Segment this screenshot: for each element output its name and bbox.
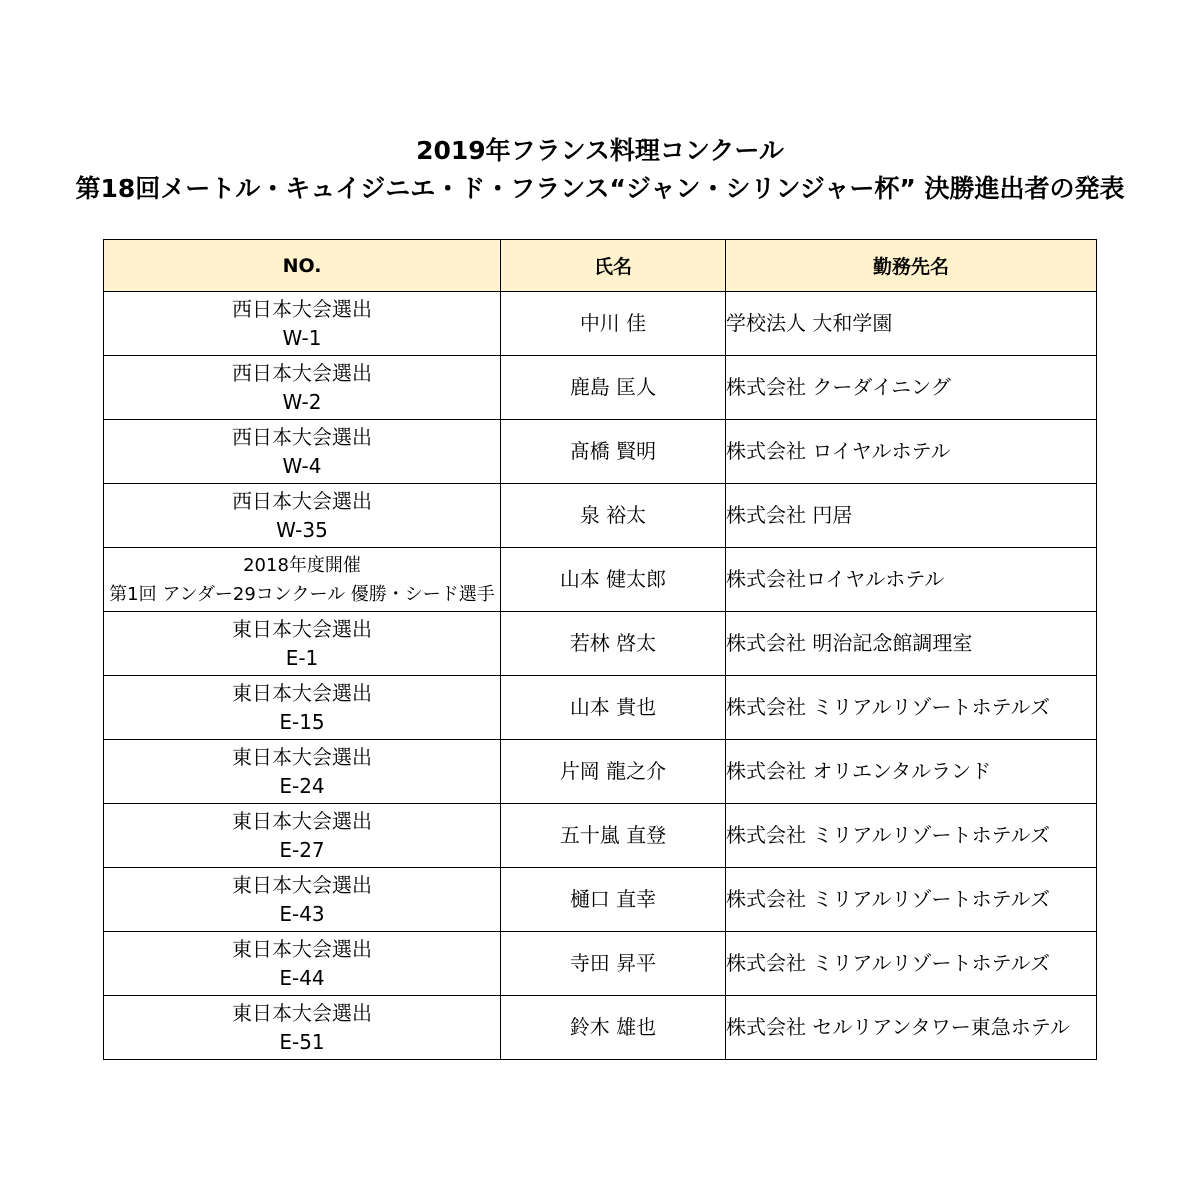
no-line-1: 西日本大会選出 <box>232 296 372 321</box>
no-cell <box>104 676 501 740</box>
workplace-cell: 株式会社 円居 <box>726 484 1097 548</box>
table-row <box>104 932 1097 996</box>
no-line-1: 東日本大会選出 <box>232 1000 372 1025</box>
name-cell: 鹿島 匡人 <box>501 356 726 420</box>
workplace-cell: 株式会社 クーダイニング <box>726 356 1097 420</box>
no-cell <box>104 420 501 484</box>
no-cell <box>104 292 501 356</box>
name-cell: 泉 裕太 <box>501 484 726 548</box>
no-line-2: W-1 <box>282 325 322 350</box>
name-cell: 山本 健太郎 <box>501 548 726 612</box>
header-name: 氏名 <box>501 240 726 292</box>
table-row <box>104 996 1097 1060</box>
header-no: NO. <box>104 240 501 292</box>
finalists-table <box>103 239 1097 1060</box>
no-cell <box>104 484 501 548</box>
no-line-2: E-43 <box>279 901 325 926</box>
workplace-cell: 株式会社 セルリアンタワー東急ホテル <box>726 996 1097 1060</box>
name-cell: 鈴木 雄也 <box>501 996 726 1060</box>
table-row <box>104 740 1097 804</box>
workplace-cell: 株式会社 ロイヤルホテル <box>726 420 1097 484</box>
workplace-cell: 株式会社ロイヤルホテル <box>726 548 1097 612</box>
no-line-1: 東日本大会選出 <box>232 616 372 641</box>
no-line-2: E-15 <box>279 709 325 734</box>
name-cell: 片岡 龍之介 <box>501 740 726 804</box>
name-cell: 若林 啓太 <box>501 612 726 676</box>
no-cell <box>104 612 501 676</box>
no-line-2: 第1回 アンダー29コンクール 優勝・シード選手 <box>109 583 495 605</box>
table-row <box>104 484 1097 548</box>
title-line-2: 第18回メートル・キュイジニエ・ド・フランス“ジャン・シリンジャー杯” 決勝進出者の発表 <box>75 174 1125 203</box>
workplace-cell: 株式会社 明治記念館調理室 <box>726 612 1097 676</box>
table-row <box>104 676 1097 740</box>
no-cell <box>104 868 501 932</box>
no-cell <box>104 356 501 420</box>
no-line-1: 東日本大会選出 <box>232 808 372 833</box>
table-header-row <box>104 240 1097 292</box>
no-line-1: 西日本大会選出 <box>232 424 372 449</box>
no-line-1: 西日本大会選出 <box>232 488 372 513</box>
name-cell: 中川 佳 <box>501 292 726 356</box>
page-title <box>0 132 1200 208</box>
no-line-2: E-27 <box>279 837 325 862</box>
table-row <box>104 420 1097 484</box>
no-line-2: W-35 <box>276 517 328 542</box>
no-line-1: 東日本大会選出 <box>232 680 372 705</box>
no-line-1: 2018年度開催 <box>243 554 361 576</box>
no-line-2: E-51 <box>279 1029 325 1054</box>
table-row <box>104 292 1097 356</box>
no-line-2: E-44 <box>279 965 325 990</box>
name-cell: 寺田 昇平 <box>501 932 726 996</box>
title-line-1: 2019年フランス料理コンクール <box>416 136 784 165</box>
table-row <box>104 868 1097 932</box>
table-row <box>104 548 1097 612</box>
no-line-1: 東日本大会選出 <box>232 872 372 897</box>
table-row <box>104 612 1097 676</box>
no-line-1: 東日本大会選出 <box>232 936 372 961</box>
workplace-cell: 株式会社 ミリアルリゾートホテルズ <box>726 868 1097 932</box>
workplace-cell: 株式会社 ミリアルリゾートホテルズ <box>726 804 1097 868</box>
workplace-cell: 株式会社 オリエンタルランド <box>726 740 1097 804</box>
table-row <box>104 356 1097 420</box>
header-workplace: 勤務先名 <box>726 240 1097 292</box>
no-cell <box>104 548 501 612</box>
no-cell <box>104 932 501 996</box>
name-cell: 髙橋 賢明 <box>501 420 726 484</box>
no-line-2: E-1 <box>285 645 319 670</box>
name-cell: 山本 貴也 <box>501 676 726 740</box>
no-cell <box>104 804 501 868</box>
workplace-cell: 学校法人 大和学園 <box>726 292 1097 356</box>
no-line-1: 東日本大会選出 <box>232 744 372 769</box>
no-cell <box>104 996 501 1060</box>
table-row <box>104 804 1097 868</box>
name-cell: 五十嵐 直登 <box>501 804 726 868</box>
workplace-cell: 株式会社 ミリアルリゾートホテルズ <box>726 676 1097 740</box>
no-line-2: W-4 <box>282 453 322 478</box>
no-line-1: 西日本大会選出 <box>232 360 372 385</box>
name-cell: 樋口 直幸 <box>501 868 726 932</box>
no-line-2: E-24 <box>279 773 325 798</box>
no-line-2: W-2 <box>282 389 322 414</box>
no-cell <box>104 740 501 804</box>
workplace-cell: 株式会社 ミリアルリゾートホテルズ <box>726 932 1097 996</box>
